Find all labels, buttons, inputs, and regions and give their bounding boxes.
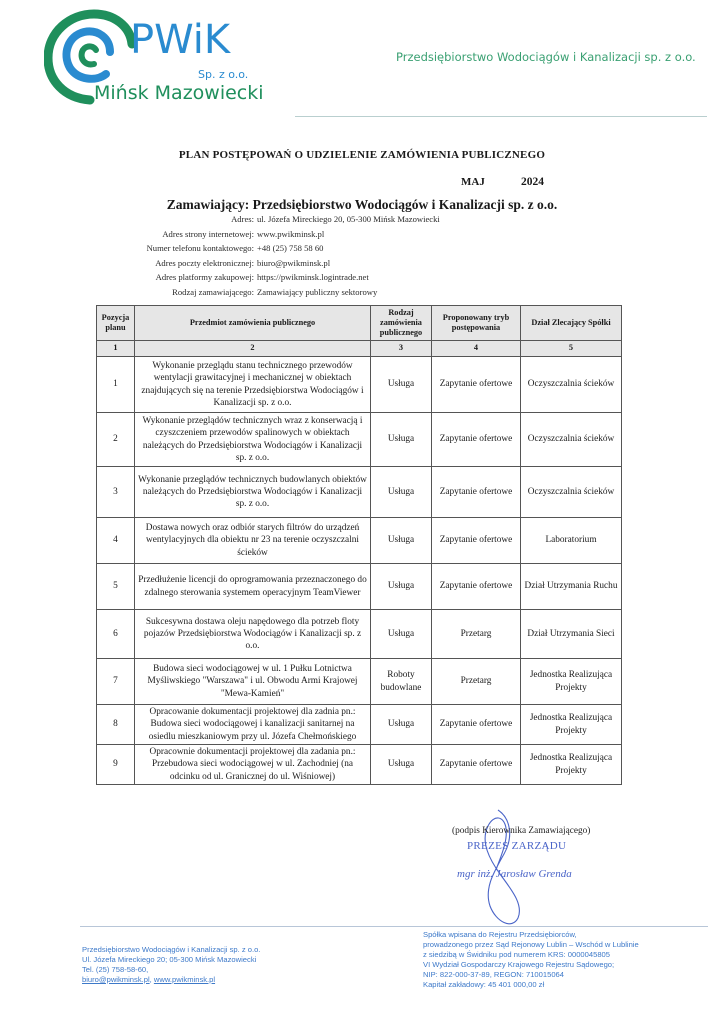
info-label: Numer telefonu kontaktowego: <box>146 243 254 254</box>
footer-registry-line: NIP: 822-000-37-89, REGON: 710015064 <box>423 970 564 979</box>
signature-caption: (podpis Kierownika Zamawiającego) <box>452 826 591 836</box>
cell-subject: Sukcesywna dostawa oleju napędowego dla potrzeb floty pojazów Przedsiębiorstwa Wodociągów i Kanalizacji sp. z o.o. <box>135 610 371 659</box>
cell-position: 5 <box>97 564 135 610</box>
footer-contact <box>82 945 260 985</box>
column-number: 2 <box>135 341 371 357</box>
document-title: PLAN POSTĘPOWAŃ O UDZIELENIE ZAMÓWIENIA PUBLICZNEGO <box>178 149 546 161</box>
cell-mode: Przetarg <box>432 610 521 659</box>
info-label: Adres: <box>231 214 254 224</box>
footer-divider <box>80 926 708 927</box>
cell-position: 6 <box>97 610 135 659</box>
footer-links <box>82 975 260 985</box>
cell-type: Usługa <box>371 564 432 610</box>
cell-position: 1 <box>97 357 135 413</box>
procurement-plan-table <box>96 305 622 785</box>
footer-email-link[interactable]: biuro@pwikminsk.pl <box>82 975 150 984</box>
cell-department: Jednostka Realizująca Projekty <box>521 745 622 785</box>
footer-company: Przedsiębiorstwo Wodociągów i Kanalizacji sp. z o.o. <box>82 945 261 954</box>
cell-department: Jednostka Realizująca Projekty <box>521 659 622 705</box>
info-row-address <box>100 212 520 227</box>
table-row <box>97 610 622 659</box>
info-row-email <box>100 256 520 271</box>
info-row-platform <box>100 270 520 285</box>
info-value: +48 (25) 758 58 60 <box>257 243 324 254</box>
cell-subject: Wykonanie przeglądów technicznych wraz z konserwacją i czyszczeniem przewodów spalinowych w obiektach należących do Przedsiębiorstwa Wodociągów i Kanalizacji sp. z o.o. <box>135 413 371 467</box>
info-row-website <box>100 227 520 242</box>
cell-department: Oczyszczalnia ścieków <box>521 413 622 467</box>
footer-link-separator: , <box>149 975 154 984</box>
cell-department: Laboratorium <box>521 518 622 564</box>
table-row <box>97 413 622 467</box>
info-value: ul. Józefa Mireckiego 20, 05-300 Mińsk Mazowiecki <box>257 214 440 224</box>
cell-type: Usługa <box>371 705 432 745</box>
info-label: Adres platformy zakupowej: <box>155 272 254 283</box>
column-number: 3 <box>371 341 432 357</box>
table-row <box>97 705 622 745</box>
cell-mode: Zapytanie ofertowe <box>432 564 521 610</box>
document-month: MAJ <box>461 176 485 188</box>
cell-mode: Zapytanie ofertowe <box>432 357 521 413</box>
cell-position: 7 <box>97 659 135 705</box>
cell-type: Usługa <box>371 413 432 467</box>
document-year: 2024 <box>521 176 544 188</box>
cell-mode: Zapytanie ofertowe <box>432 413 521 467</box>
footer-registry-info <box>423 930 639 990</box>
cell-subject: Budowa sieci wodociągowej w ul. 1 Pułku Lotnictwa Myśliwskiego "Warszawa" i ul. Obwodu Armi Krajowej "Mewa-Kamień" <box>135 659 371 705</box>
header-type: Rodzaj zamówienia publicznego <box>371 306 432 341</box>
cell-type: Roboty budowlane <box>371 659 432 705</box>
cell-type: Usługa <box>371 357 432 413</box>
info-row-buyer-type <box>100 285 520 300</box>
table-header-row <box>97 306 622 341</box>
cell-position: 2 <box>97 413 135 467</box>
stamp-title: PREZES ZARZĄDU <box>467 840 567 852</box>
table-row <box>97 659 622 705</box>
table-row <box>97 564 622 610</box>
cell-type: Usługa <box>371 610 432 659</box>
logo-brand: PWiK <box>130 17 231 63</box>
cell-mode: Zapytanie ofertowe <box>432 518 521 564</box>
cell-subject: Wykonanie przeglądu stanu technicznego przewodów wentylacji grawitacyjnej i mechanicznej w obiektach znajdujących się na terenie Przedsiębiorstwa Wodociągów i Kanalizacji sp. z o.o. <box>135 357 371 413</box>
cell-type: Usługa <box>371 745 432 785</box>
cell-mode: Przetarg <box>432 659 521 705</box>
cell-mode: Zapytanie ofertowe <box>432 745 521 785</box>
cell-department: Jednostka Realizująca Projekty <box>521 705 622 745</box>
cell-subject: Wykonanie przeglądów technicznych budowlanych obiektów należących do Przedsiębiorstwa Wodociągów i Kanalizacji sp. z o.o. <box>135 467 371 518</box>
table-column-numbers-row <box>97 341 622 357</box>
header-subject: Przedmiot zamówienia publicznego <box>135 306 371 341</box>
info-label: Rodzaj zamawiającego: <box>172 286 254 297</box>
footer-phone: Tel. (25) 758-58-60, <box>82 965 149 974</box>
logo-city: Mińsk Mazowiecki <box>94 82 264 104</box>
cell-subject: Przedłużenie licencji do oprogramowania przeznaczonego do zdalnego sterowania systemem operacyjnym TeamViewer <box>135 564 371 610</box>
cell-position: 4 <box>97 518 135 564</box>
info-value: www.pwikminsk.pl <box>257 228 325 239</box>
column-number: 4 <box>432 341 521 357</box>
cell-position: 9 <box>97 745 135 785</box>
logo-legal-form: Sp. z o.o. <box>198 68 249 81</box>
footer-registry-line: Spółka wpisana do Rejestru Przedsiębiorców, <box>423 930 577 939</box>
table-row <box>97 745 622 785</box>
header-company-name: Przedsiębiorstwo Wodociągów i Kanalizacji sp. z o.o. <box>396 50 696 64</box>
table-row <box>97 357 622 413</box>
header-mode: Proponowany tryb postępowania <box>432 306 521 341</box>
footer-registry-line: z siedzibą w Świdniku pod numerem KRS: 0000045805 <box>423 950 610 959</box>
info-value: https://pwikminsk.logintrade.net <box>257 272 369 283</box>
header-department: Dział Zlecający Spółki <box>521 306 622 341</box>
info-value: biuro@pwikminsk.pl <box>257 257 331 268</box>
footer-website-link[interactable]: www.pwikminsk.pl <box>153 975 216 984</box>
cell-position: 3 <box>97 467 135 518</box>
cell-position: 8 <box>97 705 135 745</box>
header-position: Pozycja planu <box>97 306 135 341</box>
cell-department: Dział Utrzymania Ruchu <box>521 564 622 610</box>
cell-type: Usługa <box>371 467 432 518</box>
buyer-info <box>100 212 520 300</box>
info-value: Zamawiający publiczny sektorowy <box>257 286 378 297</box>
cell-department: Oczyszczalnia ścieków <box>521 357 622 413</box>
stamp-name: mgr inż. Jarosław Grenda <box>457 868 572 880</box>
info-label: Adres strony internetowej: <box>162 228 254 239</box>
info-label: Adres poczty elektronicznej: <box>155 257 254 268</box>
info-row-phone <box>100 241 520 256</box>
cell-department: Dział Utrzymania Sieci <box>521 610 622 659</box>
cell-type: Usługa <box>371 518 432 564</box>
cell-subject: Dostawa nowych oraz odbiór starych filtrów do urządzeń wentylacyjnych dla obiektu nr 23 na terenie oczyszczalni ścieków <box>135 518 371 564</box>
column-number: 1 <box>97 341 135 357</box>
header-divider <box>295 116 707 117</box>
cell-department: Oczyszczalnia ścieków <box>521 467 622 518</box>
footer-address: Ul. Józefa Mireckiego 20; 05-300 Mińsk Mazowiecki <box>82 955 257 964</box>
table-row <box>97 467 622 518</box>
buyer-heading: Zamawiający: Przedsiębiorstwo Wodociągów i Kanalizacji sp. z o.o. <box>166 197 558 212</box>
footer-registry-line: VI Wydział Gospodarczy Krajowego Rejestru Sądowego; <box>423 960 615 969</box>
cell-mode: Zapytanie ofertowe <box>432 467 521 518</box>
footer-registry-line: prowadzonego przez Sąd Rejonowy Lublin – Wschód w Lublinie <box>423 940 639 949</box>
cell-subject: Opracowanie dokumentacji projektowej dla zadnia pn.: Budowa sieci wodociągowej i kanalizacji sanitarnej na osiedlu mieszkaniowym przy ul. Józefa Chełmońskiego <box>135 705 371 745</box>
column-number: 5 <box>521 341 622 357</box>
cell-mode: Zapytanie ofertowe <box>432 705 521 745</box>
company-logo <box>44 8 264 108</box>
table-row <box>97 518 622 564</box>
footer-registry-line: Kapitał zakładowy: 45 401 000,00 zł <box>423 980 545 989</box>
cell-subject: Opracownie dokumentacji projektowej dla zadania pn.: Przebudowa sieci wodociągowej w ul. Zachodniej (na odcinku od ul. Granicznej do ul. Wiśniowej) <box>135 745 371 785</box>
